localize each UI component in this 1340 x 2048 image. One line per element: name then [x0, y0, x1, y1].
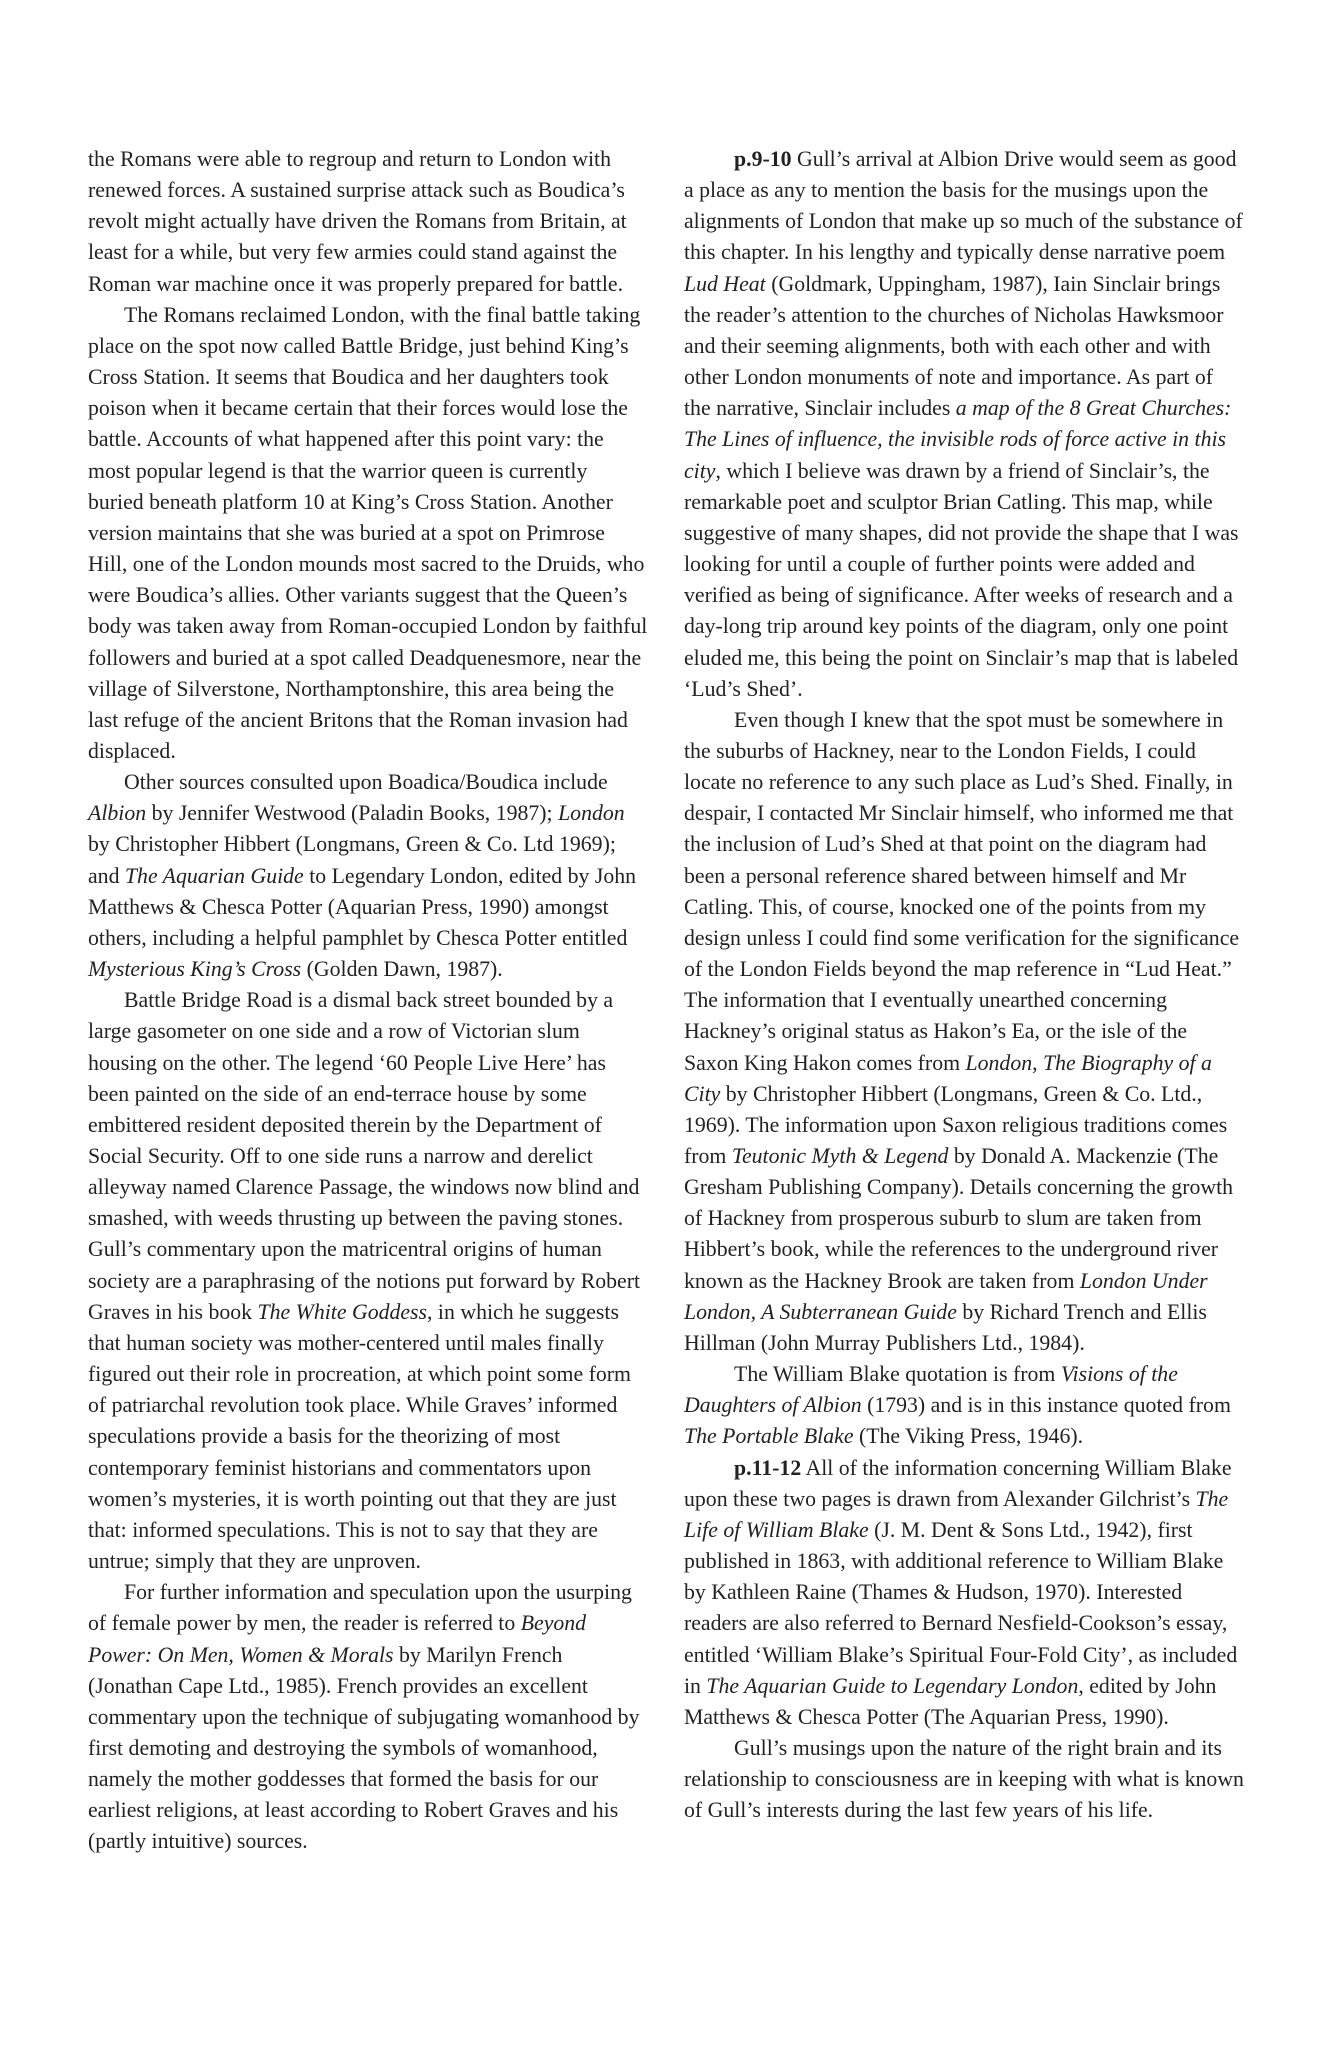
paragraph [88, 985, 648, 1577]
paragraph [88, 300, 648, 767]
title-citation: London [558, 801, 625, 826]
title-citation: The Life of William Blake [684, 1486, 1229, 1542]
title-citation: The Aquarian Guide to Legendary London [706, 1673, 1079, 1698]
title-citation: Beyond Power: On Men, Women & Morals [88, 1611, 587, 1667]
title-citation: Visions of the Daughters of Albion [684, 1362, 1178, 1418]
title-citation: The Portable Blake [684, 1424, 854, 1449]
title-citation: London Under London, A Subterranean Guide [684, 1268, 1208, 1324]
title-citation: Lud Heat [684, 271, 766, 296]
right-column [684, 144, 1244, 1826]
text-run: , in which he suggests that human society was mother-centered until males finally figured out their role in procreation, at which point some form of patriarchal revolution took place. While Graves’ informed speculations provide a basis for the theorizing of most contemporary feminist historians and commentators upon women’s mysteries, it is worth pointing out that they are just that: informed speculations. This is not to say that they are untrue; simply that they are unproven. [88, 1299, 631, 1574]
text-run: For further information and speculation upon the usurping of female power by men, the reader is referred to [88, 1580, 632, 1636]
text-run: The William Blake quotation is from [734, 1362, 1061, 1387]
text-run: the Romans were able to regroup and return to London with renewed forces. A sustained surprise attack such as Boudica’s revolt might actually have driven the Romans from Britain, at least for a while, but very few armies could stand against the Roman war machine once it was properly prepared for battle. [88, 147, 627, 296]
page-reference: p.11-12 [734, 1455, 802, 1480]
title-citation: Teutonic Myth & Legend [731, 1144, 949, 1168]
text-run: by Richard Trench and Ellis Hillman (John Murray Publishers Ltd., 1984). [684, 1299, 1207, 1355]
title-citation: The White Goddess [257, 1299, 428, 1324]
text-run: Gull’s musings upon the nature of the right brain and its relationship to consciousness are in keeping with what is known of Gull’s interests during the last few years of his life. [684, 1735, 1244, 1823]
text-run: All of the information concerning William Blake upon these two pages is drawn from Alexander Gilchrist’s [684, 1455, 1232, 1511]
title-citation: Albion [88, 801, 147, 826]
text-run: (Goldmark, Uppingham, 1987), Iain Sinclair brings the reader’s attention to the churches of Nicholas Hawksmoor and their seeming alignments, both with each other and with other London monuments of note and importance. As part of the narrative, Sinclair includes [684, 271, 1224, 421]
text-run: by Christopher Hibbert (Longmans, Green & Co. Ltd 1969); and [88, 832, 616, 888]
paragraph [88, 144, 648, 300]
paragraph [684, 1733, 1244, 1826]
text-run: (Golden Dawn, 1987). [301, 957, 503, 982]
text-run: (The Viking Press, 1946). [853, 1424, 1084, 1449]
title-citation: Mysterious King’s Cross [88, 957, 302, 982]
text-run: Battle Bridge Road is a dismal back street bounded by a large gasometer on one side and a row of Victorian slum housing on the other. The legend ‘60 People Live Here’ has been painted on the side of an end-terrace house by some embittered resident deposited therein by the Department of Social Security. Off to one side runs a narrow and derelict alleyway named Clarence Passage, the windows now blind and smashed, with weeds thrusting up between the paving stones. Gull’s commentary upon the matricentral origins of human society are a paraphrasing of the notions put forward by Robert Graves in his book [88, 988, 641, 1324]
text-run: Gull’s arrival at Albion Drive would seem as good a place as any to mention the basis for the musings upon the alignments of London that make up so much of the substance of this chapter. In his lengthy and typically dense narrative poem [684, 147, 1243, 265]
text-run: Other sources consulted upon Boadica/Boudica include [124, 770, 608, 795]
left-column [88, 144, 648, 1858]
text-run: by Donald A. Mackenzie (The Gresham Publishing Company). Details concerning the growth of Hackney from prosperous suburb to slum are taken from Hibbert’s book, while the references to the underground river known as the Hackney Brook are taken from [684, 1144, 1234, 1293]
title-citation: The Aquarian Guide [124, 863, 304, 888]
title-citation: a map of the 8 Great Churches: The Lines of influence, the invisible rods of force active in this city [684, 396, 1232, 483]
text-run: to Legendary London, edited by John Matthews & Chesca Potter (Aquarian Press, 1990) amongst others, including a helpful pamphlet by Chesca Potter entitled [88, 863, 637, 950]
paragraph [684, 705, 1244, 1359]
text-run: by Jennifer Westwood (Paladin Books, 1987); [146, 801, 559, 826]
text-run: , which I believe was drawn by a friend of Sinclair’s, the remarkable poet and sculptor Brian Catling. This map, while suggestive of many shapes, did not provide the shape that I was looking for until a couple of further points were added and verified as being of significance. After weeks of research and a day-long trip around key points of the diagram, only one point eluded me, this being the point on Sinclair’s map that is labeled ‘Lud’s Shed’. [684, 458, 1239, 701]
text-run: , edited by John Matthews & Chesca Potter (The Aquarian Press, 1990). [684, 1673, 1217, 1729]
text-run: (1793) and is in this instance quoted from [861, 1393, 1231, 1418]
paragraph [88, 767, 648, 985]
paragraph [684, 1453, 1244, 1733]
text-run: The Romans reclaimed London, with the final battle taking place on the spot now called Battle Bridge, just behind King’s Cross Station. It seems that Boudica and her daughters took poison when it became certain that their forces would lose the battle. Accounts of what happened after this point vary: the most popular legend is that the warrior queen is currently buried beneath platform 10 at King’s Cross Station. Another version maintains that she was buried at a spot on Primrose Hill, one of the London mounds most sacred to the Druids, who were Boudica’s allies. Other variants suggest that the Queen’s body was taken away from Roman-occupied London by faithful followers and buried at a spot called Deadquenesmore, near the village of Silverstone, Northamptonshire, this area being the last refuge of the ancient Britons that the Roman invasion had displaced. [88, 302, 648, 763]
paragraph [684, 1359, 1244, 1452]
title-citation: London, The Biography of a City [684, 1050, 1212, 1106]
paragraph [684, 144, 1244, 705]
text-run: Even though I knew that the spot must be somewhere in the suburbs of Hackney, near to the London Fields, I could locate no reference to any such place as Lud’s Shed. Finally, in despair, I contacted Mr Sinclair himself, who informed me that the inclusion of Lud’s Shed at that point on the diagram had been a personal reference shared between himself and Mr Catling. This, of course, knocked one of the points from my design unless I could find some verification for the significance of the London Fields beyond the map reference in “Lud Heat.” The information that I eventually unearthed concerning Hackney’s original status as Hakon’s Ea, or the isle of the Saxon King Hakon comes from [684, 707, 1240, 1075]
text-run: by Christopher Hibbert (Longmans, Green & Co. Ltd., 1969). The information upon Saxon religious traditions comes from [684, 1081, 1228, 1168]
page-reference: p.9-10 [734, 147, 792, 171]
text-run: (J. M. Dent & Sons Ltd., 1942), first published in 1863, with additional reference to William Blake by Kathleen Raine (Thames & Hudson, 1970). Interested readers are also referred to Bernard Nesfield-Cookson’s essay, entitled ‘William Blake’s Spiritual Four-Fold City’, as included in [684, 1517, 1238, 1698]
paragraph [88, 1577, 648, 1857]
text-run: by Marilyn French (Jonathan Cape Ltd., 1985). French provides an excellent commentary upon the technique of subjugating womanhood by first demoting and destroying the symbols of womanhood, namely the mother goddesses that formed the basis for our earliest religions, at least according to Robert Graves and his (partly intuitive) sources. [88, 1642, 640, 1854]
